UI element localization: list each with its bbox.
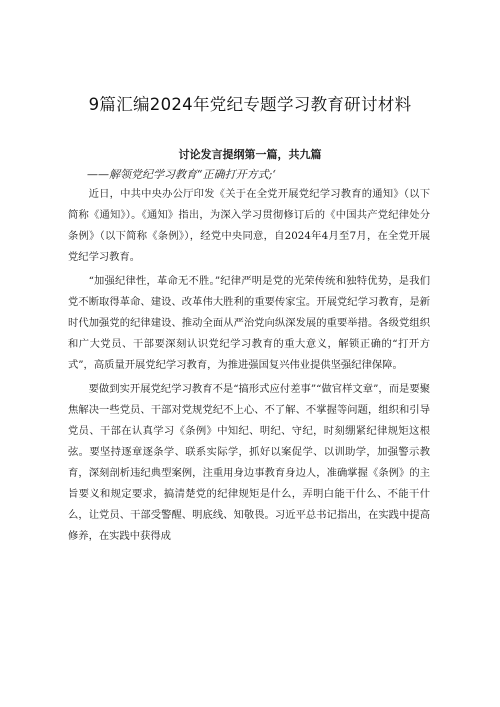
document-subheading: 讨论发言提纲第一篇，共九篇 [178, 148, 322, 161]
paragraph: 要做到实开展党纪学习教育不是“搞形式应付差事”“做官样文章”，而是要聚焦解决一些党员、干部对党规党纪不上心、不了解、不掌握等问题，组织和引导党员、干部在认真学习《条例》中知纪、明纪、守纪，时刻绷紧纪律规矩这根弦。要坚持逐章逐条学、联系实际学，抓好以案促学、以训助学，加强警示教育，深刻剖析违纪典型案例，注重用身边事教育身边人，准确掌握《条例》的主旨要义和规定要求，搞清楚党的纪律规矩是什么，弄明白能干什么、不能干什么，让党员、干部受警醒、明底线、知敬畏。习近平总书记指出，在实践中提高修养，在实践中获得成 [68, 383, 430, 542]
document-body [68, 184, 430, 550]
paragraph: 近日，中共中央办公厅印发《关于在全党开展党纪学习教育的通知》（以下简称《通知》）。《通知》指出，为深入学习贯彻修订后的《中国共产党纪律处分条例》（以下简称《条例》），经党中央同意，自2024年4月至7月，在全党开展党纪学习教育。 [68, 188, 430, 263]
document-tagline: ——解领党纪学习教育“正确打开方式;‘ [87, 168, 276, 181]
paragraph: “加强纪律性，革命无不胜。”纪律严明是党的光荣传统和独特优势，是我们党不断取得革命、建设、改革伟大胜利的重要传家宝。开展党纪学习教育，是新时代加强党的纪律建设、推动全面从严治党向纵深发展的重要举措。各级党组织和广大党员、干部要深刻认识党纪学习教育的重大意义，解锁正确的“打开方式”，高质量开展党纪学习教育，为推进强国复兴伟业提供坚强纪律保障。 [68, 275, 430, 371]
document-title: 9篇汇编2024年党纪专题学习教育研讨材料 [88, 95, 412, 114]
